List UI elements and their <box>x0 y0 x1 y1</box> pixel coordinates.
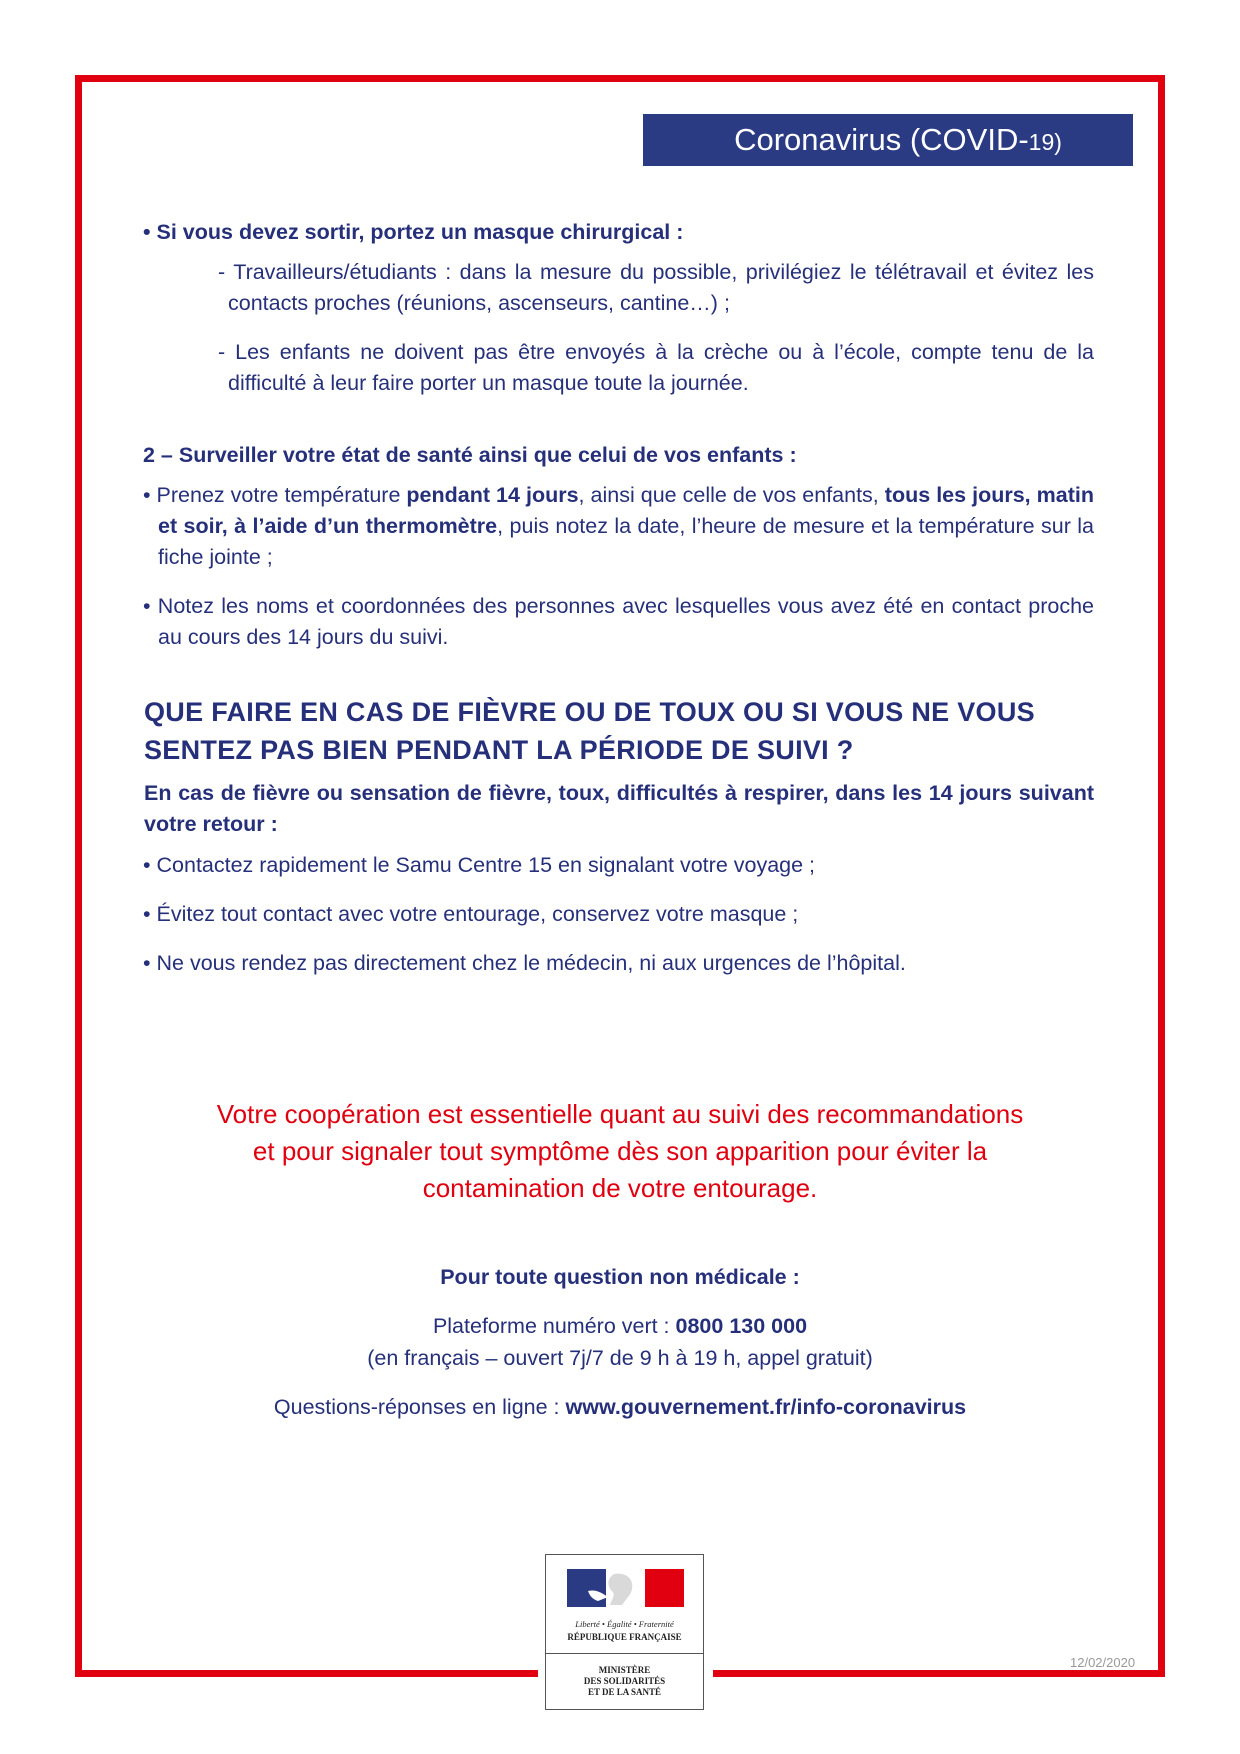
contacts-instruction: • Notez les noms et coordonnées des personnes avec lesquelles vous avez été en contact proche au cours des 14 jours du suivi. <box>143 594 1094 649</box>
fever-item-doctor: • Ne vous rendez pas directement chez le médecin, ni aux urgences de l’hôpital. <box>143 951 906 975</box>
ministry-line3: ET DE LA SANTÉ <box>587 1687 662 1697</box>
temp-bold-2: tous les jours, matin et soir, à l’aide d’un thermomètre <box>158 483 1094 538</box>
header-title-suffix: 19) <box>1028 129 1062 155</box>
logo-divider <box>546 1653 703 1654</box>
fever-title-line1: QUE FAIRE EN CAS DE FIÈVRE OU DE TOUX OU SI VOUS NE VOUS <box>144 697 1035 727</box>
temp-text-3: , puis notez la date, l’heure de mesure et la température sur la fiche jointe ; <box>158 514 1094 569</box>
temperature-instruction <box>143 480 1094 573</box>
logo-republic: RÉPUBLIQUE FRANÇAISE <box>567 1632 682 1642</box>
ministry-line2: DES SOLIDARITÉS <box>583 1676 666 1686</box>
web-label: Questions-réponses en ligne : <box>273 1395 566 1419</box>
contact-heading: Pour toute question non médicale : <box>440 1265 800 1289</box>
ministry-line1: MINISTÈRE <box>598 1665 651 1675</box>
cooperation-line3: contamination de votre entourage. <box>422 1173 818 1203</box>
header-title: Coronavirus (COVID- <box>734 122 1029 157</box>
section2-heading: 2 – Surveiller votre état de santé ainsi que celui de vos enfants : <box>143 443 797 467</box>
phone-line <box>140 1310 1100 1342</box>
logo-ministry <box>546 1665 703 1698</box>
temp-bold-1: pendant 14 jours <box>406 483 579 507</box>
document-date: 12/02/2020 <box>1070 1655 1136 1670</box>
fever-intro: En cas de fièvre ou sensation de fièvre, toux, difficultés à respirer, dans les 14 jours suivant votre retour : <box>144 781 1094 836</box>
ministry-logo <box>545 1554 704 1710</box>
cooperation-line1: Votre coopération est essentielle quant au suivi des recommandations <box>216 1099 1024 1129</box>
phone-note: (en français – ouvert 7j/7 de 9 h à 19 h, appel gratuit) <box>367 1346 873 1370</box>
header-banner <box>643 114 1133 166</box>
phone-label: Plateforme numéro vert : <box>432 1314 676 1338</box>
mask-item-work: - Travailleurs/étudiants : dans la mesure du possible, privilégiez le télétravail et évitez les contacts proches (réunions, ascenseurs, cantine…) ; <box>218 260 1094 315</box>
fever-title-line2: SENTEZ PAS BIEN PENDANT LA PÉRIODE DE SUIVI ? <box>144 735 854 765</box>
fever-item-call: • Contactez rapidement le Samu Centre 15 en signalant votre voyage ; <box>143 853 816 877</box>
web-line <box>140 1391 1100 1423</box>
temp-text-1: • Prenez votre température <box>143 483 407 507</box>
mask-heading: • Si vous devez sortir, portez un masque chirurgical : <box>143 220 684 244</box>
phone-number: 0800 130 000 <box>675 1314 808 1338</box>
mask-item-children: - Les enfants ne doivent pas être envoyés à la crèche ou à l’école, compte tenu de la difficulté à leur faire porter un masque toute la journée. <box>218 340 1094 395</box>
temp-text-2: , ainsi que celle de vos enfants, <box>578 483 885 507</box>
logo-motto: Liberté • Égalité • Fraternité <box>575 1619 674 1629</box>
cooperation-line2: et pour signaler tout symptôme dès son apparition pour éviter la <box>252 1136 988 1166</box>
fever-item-avoid: • Évitez tout contact avec votre entourage, conservez votre masque ; <box>143 902 799 926</box>
web-url[interactable]: www.gouvernement.fr/info-coronavirus <box>565 1395 967 1419</box>
